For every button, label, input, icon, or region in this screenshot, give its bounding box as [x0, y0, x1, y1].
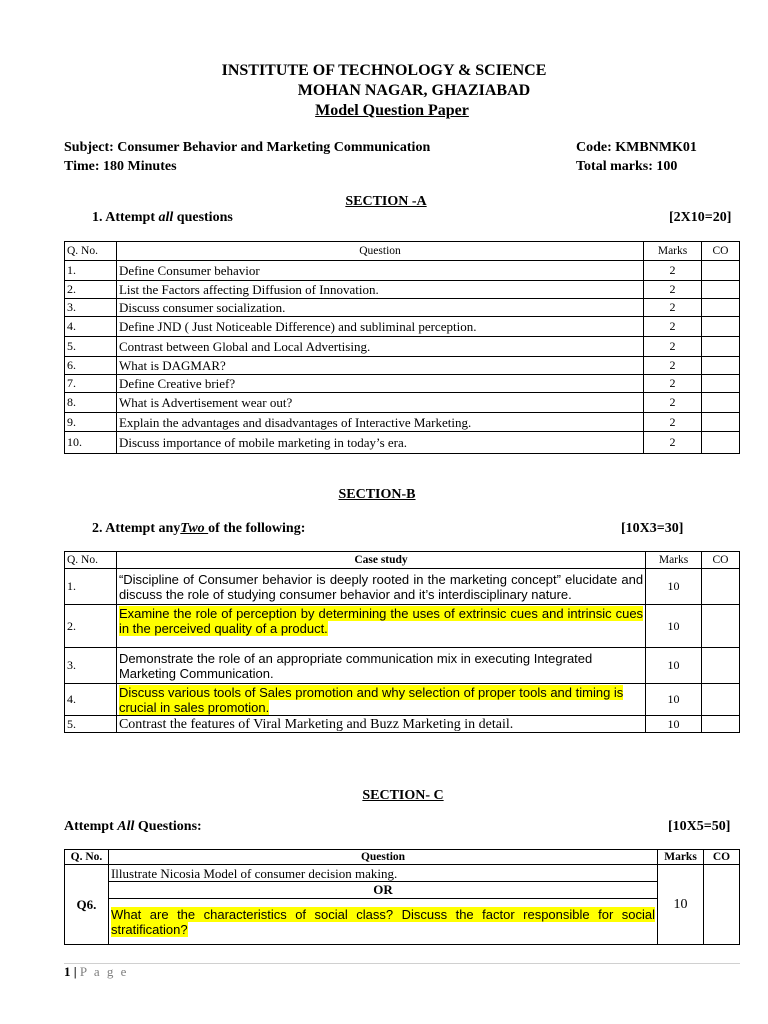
instruction-text: Attempt any: [105, 521, 181, 536]
section-a-marks-scheme: [2X10=20]: [669, 210, 732, 225]
question-co: [702, 684, 740, 716]
footer-divider: [64, 963, 740, 964]
page-separator: |: [73, 964, 77, 979]
header-qno: Q. No.: [65, 552, 117, 569]
section-a-instruction: [92, 210, 233, 226]
q-number: 3.: [65, 648, 117, 684]
section-b-table: [64, 551, 740, 733]
page-footer: [64, 964, 128, 980]
question-co: [702, 317, 740, 337]
question-co: [702, 432, 740, 454]
q-number: 4.: [65, 317, 117, 337]
table-header-row: [65, 242, 740, 261]
paper-type: Model Question Paper: [315, 102, 469, 119]
header-co: CO: [702, 242, 740, 261]
q-number: 2.: [65, 605, 117, 648]
header-qno: Q. No.: [65, 242, 117, 261]
table-row: [65, 281, 740, 299]
question-co: [702, 716, 740, 733]
question-co: [702, 393, 740, 413]
q-number: Q6.: [65, 865, 109, 945]
time-value: 180 Minutes: [103, 159, 177, 174]
question-marks: 2: [644, 432, 702, 454]
question-text: Define Consumer behavior: [116, 261, 643, 281]
question-co: [702, 299, 740, 317]
subject-line: [64, 139, 430, 157]
section-b-title: SECTION-B: [338, 487, 416, 502]
question-marks: 10: [646, 605, 702, 648]
table-row: [65, 684, 740, 716]
case-study-text-highlighted: Discuss various tools of Sales promotion and why selection of proper tools and timing is crucial in sales promotion.: [118, 684, 624, 715]
table-header-row: [65, 850, 740, 865]
instruction-text: of the following:: [208, 521, 306, 536]
section-c-table: [64, 849, 740, 945]
q-number: 10.: [65, 432, 117, 454]
q-number: 1.: [65, 261, 117, 281]
header-marks: Marks: [646, 552, 702, 569]
question-text: Explain the advantages and disadvantages of Interactive Marketing.: [116, 413, 643, 432]
question-text: Contrast between Global and Local Advertising.: [116, 337, 643, 357]
question-marks: 10: [646, 648, 702, 684]
q-number: 7.: [65, 375, 117, 393]
header-qno: Q. No.: [65, 850, 109, 865]
question-marks: 2: [644, 393, 702, 413]
case-study-text: “Discipline of Consumer behavior is deeply rooted in the marketing concept” elucidate and discuss the role of studying consumer behavior and it’s interdisciplinary nature.: [116, 569, 645, 605]
table-row: [65, 605, 740, 648]
question-text: Define JND ( Just Noticeable Difference) and subliminal perception.: [116, 317, 643, 337]
table-row: [65, 648, 740, 684]
table-row: [65, 393, 740, 413]
question-co: [704, 865, 740, 945]
question-marks: 2: [644, 299, 702, 317]
q-number: 8.: [65, 393, 117, 413]
question-co: [702, 337, 740, 357]
table-row: [65, 337, 740, 357]
page-number: 1: [64, 964, 71, 979]
instruction-number: 2.: [92, 521, 103, 536]
time-line: [64, 158, 177, 176]
table-header-row: [65, 552, 740, 569]
table-row: [65, 375, 740, 393]
question-text: What is Advertisement wear out?: [116, 393, 643, 413]
q-number: 5.: [65, 337, 117, 357]
instruction-emphasis: All: [117, 819, 135, 834]
table-row: [65, 299, 740, 317]
header-co: CO: [702, 552, 740, 569]
instruction-text: Attempt: [64, 819, 114, 834]
or-separator: OR: [108, 882, 657, 899]
q-number: 6.: [65, 357, 117, 375]
question-marks: 2: [644, 357, 702, 375]
question-marks: 2: [644, 413, 702, 432]
table-row: [65, 317, 740, 337]
question-text: Discuss consumer socialization.: [116, 299, 643, 317]
question-marks: 2: [644, 261, 702, 281]
table-row: [65, 569, 740, 605]
question-text: Illustrate Nicosia Model of consumer decision making.: [108, 865, 657, 882]
question-text: Define Creative brief?: [116, 375, 643, 393]
question-co: [702, 357, 740, 375]
code-label: Code:: [576, 140, 612, 155]
question-marks: 2: [644, 281, 702, 299]
section-a-table: [64, 241, 740, 454]
table-row: [65, 865, 740, 882]
q-number: 4.: [65, 684, 117, 716]
instruction-number: 1.: [92, 210, 103, 225]
section-b-marks-scheme: [10X3=30]: [621, 521, 684, 536]
question-marks: 10: [646, 684, 702, 716]
table-row: [65, 261, 740, 281]
page-label: P a g e: [79, 964, 129, 979]
header-co: CO: [704, 850, 740, 865]
table-row: [65, 882, 740, 899]
subject-value: Consumer Behavior and Marketing Communication: [117, 140, 431, 155]
section-b-instruction: [92, 521, 305, 537]
table-row: [65, 716, 740, 733]
header-question: Question: [108, 850, 657, 865]
table-row: [65, 413, 740, 432]
q-number: 3.: [65, 299, 117, 317]
total-label: Total marks:: [576, 159, 653, 174]
case-study-text-highlighted: Examine the role of perception by determining the uses of extrinsic cues and intrinsic cues in the perceived quality of a product.: [118, 606, 644, 636]
instruction-emphasis: Two: [180, 521, 209, 536]
table-row: [65, 357, 740, 375]
q-number: 9.: [65, 413, 117, 432]
institute-location: MOHAN NAGAR, GHAZIABAD: [297, 82, 531, 99]
code-value: KMBNMK01: [615, 140, 697, 155]
q-number: 2.: [65, 281, 117, 299]
question-co: [702, 375, 740, 393]
question-co: [702, 648, 740, 684]
question-text: What is DAGMAR?: [116, 357, 643, 375]
header-marks: Marks: [658, 850, 704, 865]
question-co: [702, 569, 740, 605]
q-number: 1.: [65, 569, 117, 605]
instruction-text: Attempt: [105, 210, 155, 225]
q-number: 5.: [65, 716, 117, 733]
question-marks: 10: [658, 865, 704, 945]
question-text-highlighted: What are the characteristics of social class? Discuss the factor responsible for social stratification?: [110, 906, 656, 937]
question-text: Discuss importance of mobile marketing in today’s era.: [116, 432, 643, 454]
header-case-study: Case study: [116, 552, 645, 569]
question-marks: 10: [646, 716, 702, 733]
case-study-text: Contrast the features of Viral Marketing and Buzz Marketing in detail.: [116, 716, 645, 733]
subject-label: Subject:: [64, 140, 114, 155]
table-row: [65, 432, 740, 454]
table-row: [65, 899, 740, 945]
question-text: List the Factors affecting Diffusion of Innovation.: [116, 281, 643, 299]
question-marks: 2: [644, 317, 702, 337]
total-marks-line: [576, 158, 677, 176]
section-c-marks-scheme: [10X5=50]: [668, 819, 731, 834]
instruction-text: Questions:: [137, 819, 202, 834]
header-marks: Marks: [644, 242, 702, 261]
question-marks: 2: [644, 337, 702, 357]
section-c-title: SECTION- C: [362, 788, 444, 803]
instruction-text: questions: [176, 210, 233, 225]
total-value: 100: [656, 159, 678, 174]
time-label: Time:: [64, 159, 100, 174]
instruction-emphasis: all: [158, 210, 174, 225]
section-a-title: SECTION -A: [345, 194, 427, 209]
question-co: [702, 413, 740, 432]
section-c-instruction: [64, 819, 202, 835]
header-question: Question: [116, 242, 643, 261]
case-study-text: Demonstrate the role of an appropriate communication mix in executing Integrated Marketing Communication.: [116, 648, 645, 684]
institute-name: INSTITUTE OF TECHNOLOGY & SCIENCE: [221, 62, 547, 79]
question-co: [702, 261, 740, 281]
question-co: [702, 281, 740, 299]
question-marks: 2: [644, 375, 702, 393]
question-marks: 10: [646, 569, 702, 605]
question-co: [702, 605, 740, 648]
code-line: [576, 139, 697, 157]
